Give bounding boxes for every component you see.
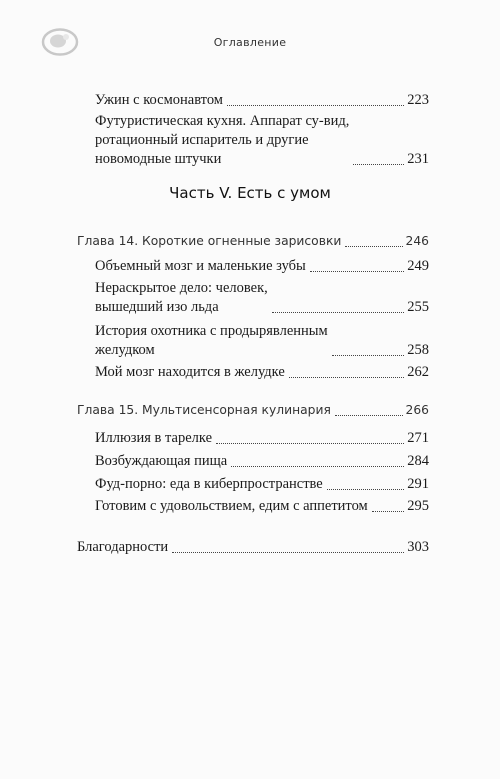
toc-entry-page: 262 bbox=[407, 364, 429, 380]
toc-entry-title: Мой мозг находится в желудке bbox=[95, 364, 285, 380]
toc-entry-page: 271 bbox=[407, 430, 429, 446]
toc-entry-title: Благодарности bbox=[77, 539, 169, 555]
part-heading: Часть V. Есть с умом bbox=[169, 184, 331, 202]
toc-entry-title: Объемный мозг и маленькие зубы bbox=[95, 258, 306, 274]
toc-entry-title: Возбуждающая пища bbox=[95, 453, 228, 469]
toc-entry-page: 303 bbox=[407, 539, 429, 555]
toc-entry[interactable] bbox=[95, 322, 429, 360]
dot-leader bbox=[231, 466, 404, 467]
toc-entry-page: 284 bbox=[407, 453, 429, 469]
dot-leader bbox=[353, 164, 404, 165]
dot-leader bbox=[327, 489, 405, 490]
dot-leader bbox=[172, 552, 404, 553]
toc-entry-title: История охотника с продырявленным желудком bbox=[95, 323, 328, 358]
toc-entry-page: 255 bbox=[407, 299, 429, 315]
toc-entry-title: Нераскрытое дело: человек, вышедший изо льда bbox=[95, 280, 268, 315]
toc-entry[interactable] bbox=[95, 475, 429, 494]
toc-entry-page: 291 bbox=[407, 476, 429, 492]
chapter-entry[interactable] bbox=[77, 232, 429, 251]
dot-leader bbox=[345, 246, 402, 247]
toc-entry-title: Готовим с удовольствием, едим с аппетитом bbox=[95, 498, 368, 514]
toc-entry-page: 258 bbox=[407, 342, 429, 358]
dot-leader bbox=[310, 271, 405, 272]
toc-entry[interactable] bbox=[95, 279, 429, 317]
chapter-entry[interactable] bbox=[77, 401, 429, 420]
toc-entry[interactable] bbox=[95, 497, 429, 516]
dot-leader bbox=[289, 377, 404, 378]
toc-entry-page: 223 bbox=[407, 92, 429, 108]
toc-entry[interactable] bbox=[95, 91, 429, 110]
dot-leader bbox=[272, 312, 405, 313]
toc-entry[interactable] bbox=[95, 452, 429, 471]
toc-entry-title: Иллюзия в тарелке bbox=[95, 430, 213, 446]
dot-leader bbox=[372, 511, 405, 512]
chapter-title: Глава 14. Короткие огненные зарисовки bbox=[77, 234, 342, 248]
toc-entry-page: 249 bbox=[407, 258, 429, 274]
toc-entry[interactable] bbox=[95, 429, 429, 448]
dot-leader bbox=[227, 105, 404, 106]
chapter-page: 246 bbox=[405, 234, 429, 248]
toc-entry-page: 231 bbox=[407, 151, 429, 167]
dot-leader bbox=[216, 443, 404, 444]
dot-leader bbox=[332, 355, 405, 356]
toc-entry-page: 295 bbox=[407, 498, 429, 514]
toc-entry[interactable] bbox=[95, 112, 429, 169]
dot-leader bbox=[335, 415, 403, 416]
running-head: Оглавление bbox=[213, 36, 287, 49]
toc-entry[interactable] bbox=[95, 363, 429, 382]
chapter-title: Глава 15. Мультисенсорная кулинария bbox=[77, 403, 331, 417]
toc-entry-title: Ужин с космонавтом bbox=[95, 92, 223, 108]
toc-entry-acknowledgements[interactable] bbox=[77, 538, 429, 557]
chapter-page: 266 bbox=[405, 403, 429, 417]
toc-entry-title: Футуристическая кухня. Аппарат су-вид, ротационный испаритель и другие новомодные штучки bbox=[95, 113, 350, 167]
toc-entry[interactable] bbox=[95, 257, 429, 276]
toc-entry-title: Фуд-порно: еда в киберпространстве bbox=[95, 476, 323, 492]
